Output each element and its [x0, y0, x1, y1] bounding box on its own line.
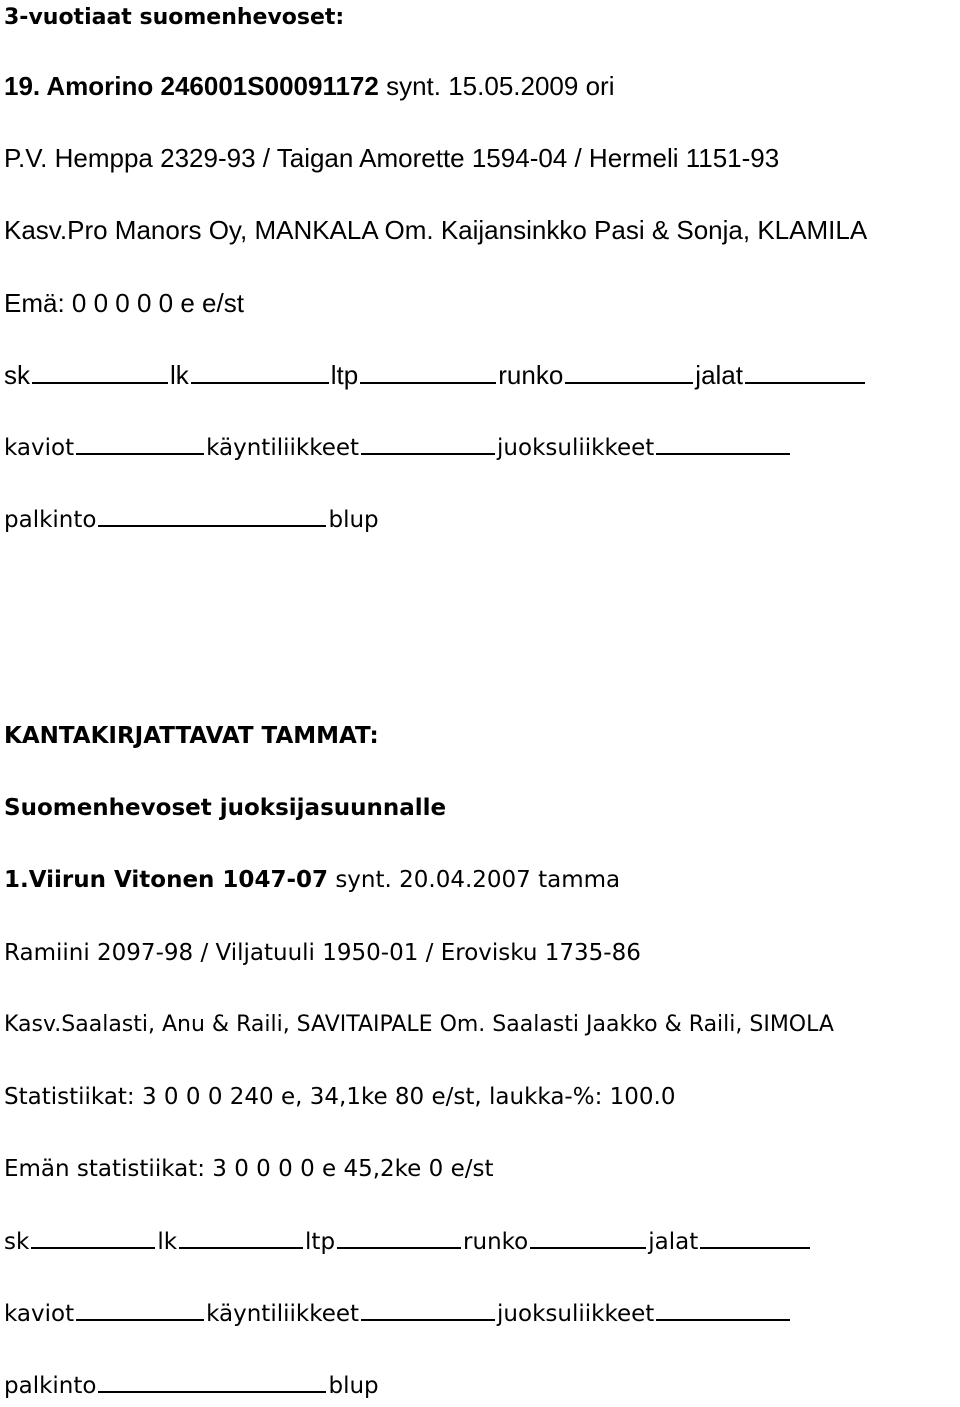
section-heading — [4, 2, 344, 34]
field-jalat[interactable] — [745, 360, 865, 384]
form-row-scores-2 — [4, 1225, 812, 1258]
field-palkinto[interactable] — [98, 1369, 326, 1393]
field-sk[interactable] — [31, 1225, 155, 1249]
field-kayntiliikkeet[interactable] — [361, 1297, 495, 1321]
label-kayntiliikkeet: käyntiliikkeet — [206, 1301, 360, 1327]
field-sk[interactable] — [32, 360, 168, 384]
label-blup: blup — [328, 507, 379, 533]
field-kaviot[interactable] — [76, 1297, 204, 1321]
field-palkinto[interactable] — [98, 503, 326, 527]
label-runko: runko — [498, 360, 564, 390]
label-ltp: ltp — [330, 360, 359, 390]
section-heading-mares: KANTAKIRJATTAVAT TAMMAT: — [4, 723, 379, 749]
label-blup: blup — [328, 1373, 379, 1399]
horse-entry-title — [4, 70, 614, 102]
field-juoksuliikkeet[interactable] — [656, 1297, 790, 1321]
mare-dam-stats: Emän statistiikat: 3 0 0 0 0 e 45,2ke 0 e/st — [4, 1156, 494, 1182]
horse-breeder-owner: Kasv.Pro Manors Oy, MANKALA Om. Kaijansinkko Pasi & Sonja, KLAMILA — [4, 215, 868, 245]
field-jalat[interactable] — [700, 1225, 810, 1249]
field-lk[interactable] — [179, 1225, 303, 1249]
label-sk: sk — [4, 1229, 30, 1255]
field-kaviot[interactable] — [76, 431, 204, 455]
label-ltp: ltp — [305, 1229, 336, 1255]
field-runko[interactable] — [530, 1225, 646, 1249]
field-ltp[interactable] — [360, 360, 496, 384]
mare-birth-details: synt. 20.04.2007 tamma — [335, 867, 621, 893]
horse-pedigree: P.V. Hemppa 2329-93 / Taigan Amorette 1594-04 / Hermeli 1151-93 — [4, 143, 780, 173]
label-kayntiliikkeet: käyntiliikkeet — [206, 435, 360, 461]
form-row-prize — [4, 503, 379, 536]
heading-text: 3-vuotiaat suomenhevoset: — [4, 5, 345, 30]
label-lk: lk — [170, 360, 189, 390]
label-juoksuliikkeet: juoksuliikkeet — [497, 1301, 655, 1327]
form-row-prize-2 — [4, 1369, 379, 1402]
label-kaviot: kaviot — [4, 1301, 75, 1327]
label-kaviot: kaviot — [4, 435, 75, 461]
dam-stats: Emä: 0 0 0 0 0 e e/st — [4, 288, 244, 318]
horse-birth-details: synt. 15.05.2009 ori — [386, 71, 615, 101]
label-palkinto: palkinto — [4, 1373, 97, 1399]
field-kayntiliikkeet[interactable] — [361, 431, 495, 455]
label-lk: lk — [157, 1229, 178, 1255]
label-jalat: jalat — [695, 360, 743, 390]
form-row-scores — [4, 359, 867, 391]
label-sk: sk — [4, 360, 30, 390]
section-subheading: Suomenhevoset juoksijasuunnalle — [4, 795, 447, 821]
mare-pedigree: Ramiini 2097-98 / Viljatuuli 1950-01 / Erovisku 1735-86 — [4, 940, 641, 966]
form-row-movement-2 — [4, 1297, 792, 1330]
label-palkinto: palkinto — [4, 507, 97, 533]
field-runko[interactable] — [565, 360, 693, 384]
label-jalat: jalat — [648, 1229, 699, 1255]
label-juoksuliikkeet: juoksuliikkeet — [497, 435, 655, 461]
form-row-movement — [4, 431, 792, 464]
mare-entry-title — [4, 864, 620, 896]
horse-name: 19. Amorino 246001S00091172 — [4, 71, 379, 101]
mare-breeder-owner: Kasv.Saalasti, Anu & Raili, SAVITAIPALE Om. Saalasti Jaakko & Raili, SIMOLA — [4, 1012, 834, 1037]
field-lk[interactable] — [191, 360, 329, 384]
label-runko: runko — [463, 1229, 529, 1255]
mare-stats: Statistiikat: 3 0 0 0 240 e, 34,1ke 80 e/st, laukka-%: 100.0 — [4, 1084, 676, 1110]
mare-name: 1.Viirun Vitonen 1047-07 — [4, 867, 328, 893]
field-juoksuliikkeet[interactable] — [656, 431, 790, 455]
field-ltp[interactable] — [337, 1225, 461, 1249]
